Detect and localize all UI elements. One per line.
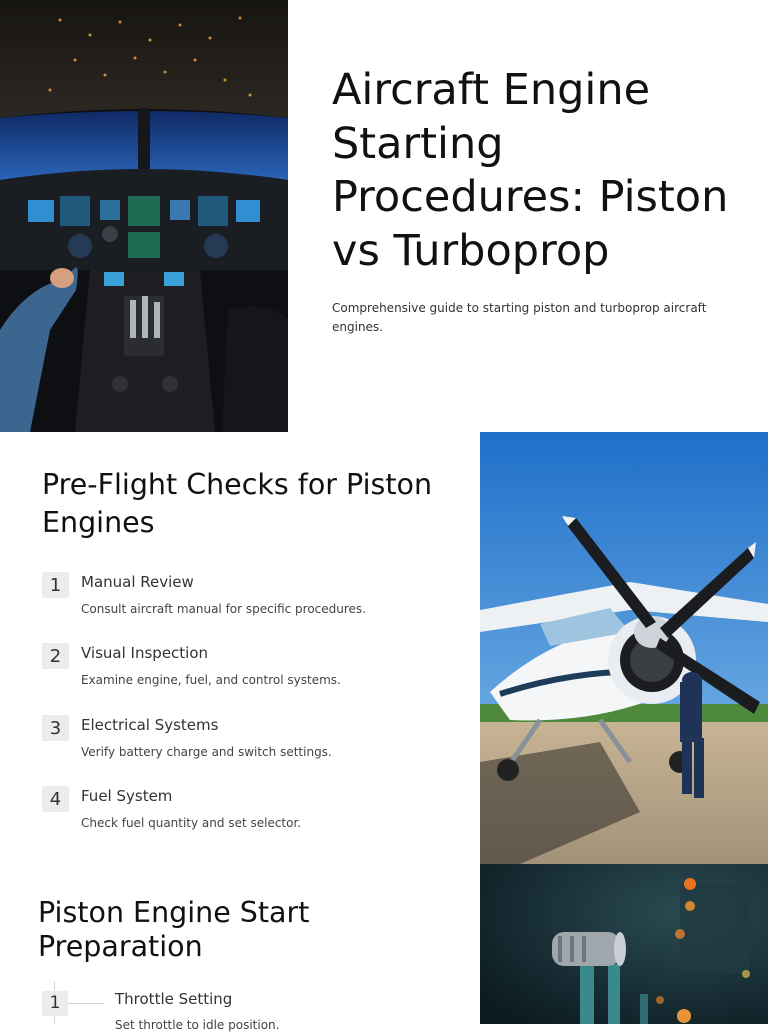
step-number: 1	[42, 572, 69, 598]
preflight-step	[42, 715, 462, 779]
step-description: Set throttle to idle position.	[115, 1018, 280, 1032]
preflight-heading: Pre-Flight Checks for Piston Engines	[42, 468, 433, 539]
step-title: Fuel System	[81, 787, 173, 805]
preflight-step	[42, 786, 462, 850]
step-number: 2	[42, 643, 69, 669]
step-title: Electrical Systems	[81, 716, 219, 734]
preflight-step	[42, 643, 462, 707]
timeline-connector	[68, 1003, 104, 1004]
page-subtitle: Comprehensive guide to starting piston and turboprop aircraft engines.	[332, 301, 707, 334]
step-title: Throttle Setting	[115, 990, 233, 1008]
throttle-lever-image	[480, 864, 768, 1024]
preflight-step	[42, 572, 462, 636]
step-description: Consult aircraft manual for specific procedures.	[81, 602, 366, 616]
step-title: Manual Review	[81, 573, 194, 591]
step-description: Examine engine, fuel, and control systems.	[81, 673, 341, 687]
step-title: Visual Inspection	[81, 644, 209, 662]
start-prep-heading: Piston Engine Start Preparation	[38, 896, 310, 963]
airplane-image	[480, 432, 768, 864]
step-description: Verify battery charge and switch settings.	[81, 745, 332, 759]
step-number: 4	[42, 786, 69, 812]
step-number: 3	[42, 715, 69, 741]
step-description: Check fuel quantity and set selector.	[81, 816, 302, 830]
cockpit-image	[0, 0, 288, 432]
page-title: Aircraft Engine Starting Procedures: Piston vs Turboprop	[332, 65, 729, 276]
step-number: 1	[42, 991, 68, 1016]
